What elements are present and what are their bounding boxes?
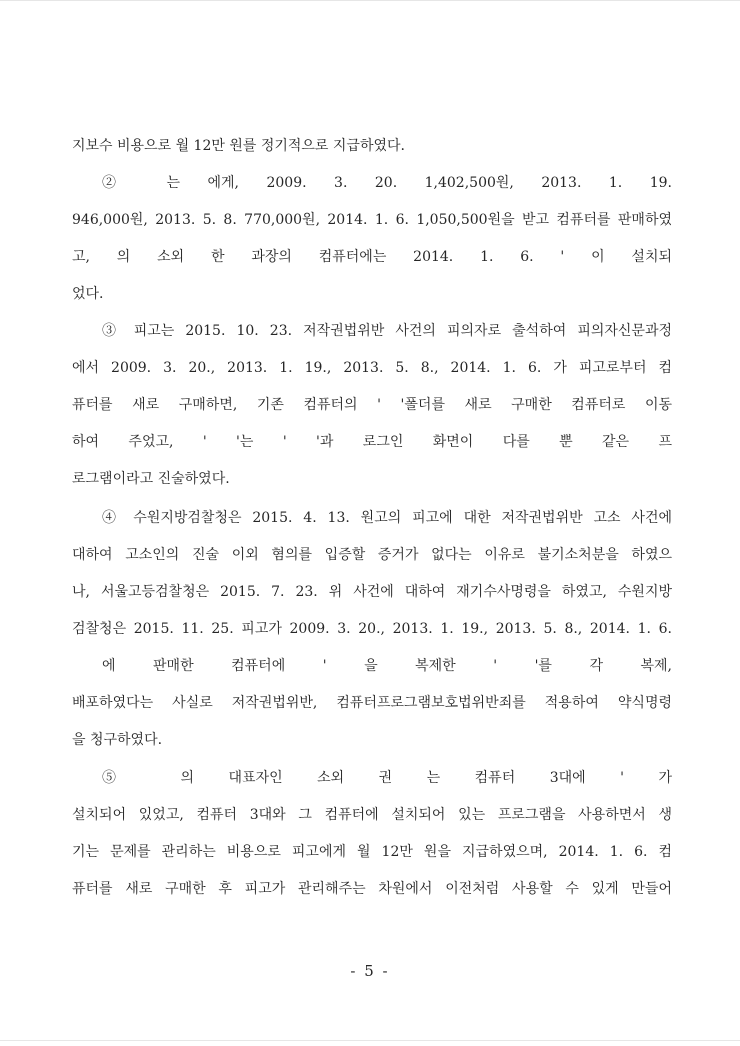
page-number: - 5 -	[350, 962, 390, 980]
text-line: ③ 피고는 2015. 10. 23. 저작권법위반 사건의 피의자로 출석하여 피의자신문과정	[102, 323, 672, 339]
text-line: 나, 서울고등검찰청은 2015. 7. 23. 위 사건에 대하여 재기수사명령을 하였고, 수원지방	[72, 584, 672, 600]
scan-top-edge	[0, 0, 740, 1]
text-line: ⑤ 의 대표자인 소외 권 는 컴퓨터 3대에 ' 가	[102, 770, 672, 786]
text-line: 에서 2009. 3. 20., 2013. 1. 19., 2013. 5. 8., 2014. 1. 6. 가 피고로부터 컴	[72, 360, 672, 376]
text-line: 고, 의 소외 한 과장의 컴퓨터에는 2014. 1. 6. ' 이 설치되	[72, 249, 672, 265]
text-line: 었다.	[72, 286, 104, 302]
text-line: ④ 수원지방검찰청은 2015. 4. 13. 원고의 피고에 대한 저작권법위반 고소 사건에	[102, 510, 672, 526]
text-line: 하여 주었고, ' '는 ' '과 로그인 화면이 다를 뿐 같은 프	[72, 434, 672, 450]
text-line: 퓨터를 새로 구매한 후 피고가 관리해주는 차원에서 이전처럼 사용할 수 있게 만들어	[72, 881, 672, 897]
text-line: 946,000원, 2013. 5. 8. 770,000원, 2014. 1. 6. 1,050,500원을 받고 컴퓨터를 판매하였	[72, 212, 672, 228]
text-line: 을 청구하였다.	[72, 732, 163, 748]
text-line: 대하여 고소인의 진술 이외 혐의를 입증할 증거가 없다는 이유로 불기소처분을 하였으	[72, 547, 672, 563]
text-line: 로그램이라고 진술하였다.	[72, 471, 230, 487]
scan-bottom-edge	[0, 1040, 740, 1041]
text-line: 퓨터를 새로 구매하면, 기존 컴퓨터의 ' '폴더를 새로 구매한 컴퓨터로 이동	[72, 397, 672, 413]
text-line: 설치되어 있었고, 컴퓨터 3대와 그 컴퓨터에 설치되어 있는 프로그램을 사용하면서 생	[72, 807, 672, 823]
text-line: 에 판매한 컴퓨터에 ' 을 복제한 ' '를 각 복제,	[102, 658, 672, 674]
text-line: 기는 문제를 관리하는 비용으로 피고에게 월 12만 원을 지급하였으며, 2014. 1. 6. 컴	[72, 844, 672, 860]
text-line: ② 는 에게, 2009. 3. 20. 1,402,500원, 2013. 1. 19.	[102, 175, 672, 191]
text-line: 검찰청은 2015. 11. 25. 피고가 2009. 3. 20., 2013. 1. 19., 2013. 5. 8., 2014. 1. 6.	[72, 621, 672, 637]
text-line: 지보수 비용으로 월 12만 원를 정기적으로 지급하였다.	[72, 138, 405, 154]
text-line: 배포하였다는 사실로 저작권법위반, 컴퓨터프로그램보호법위반죄를 적용하여 약식명령	[72, 695, 672, 711]
